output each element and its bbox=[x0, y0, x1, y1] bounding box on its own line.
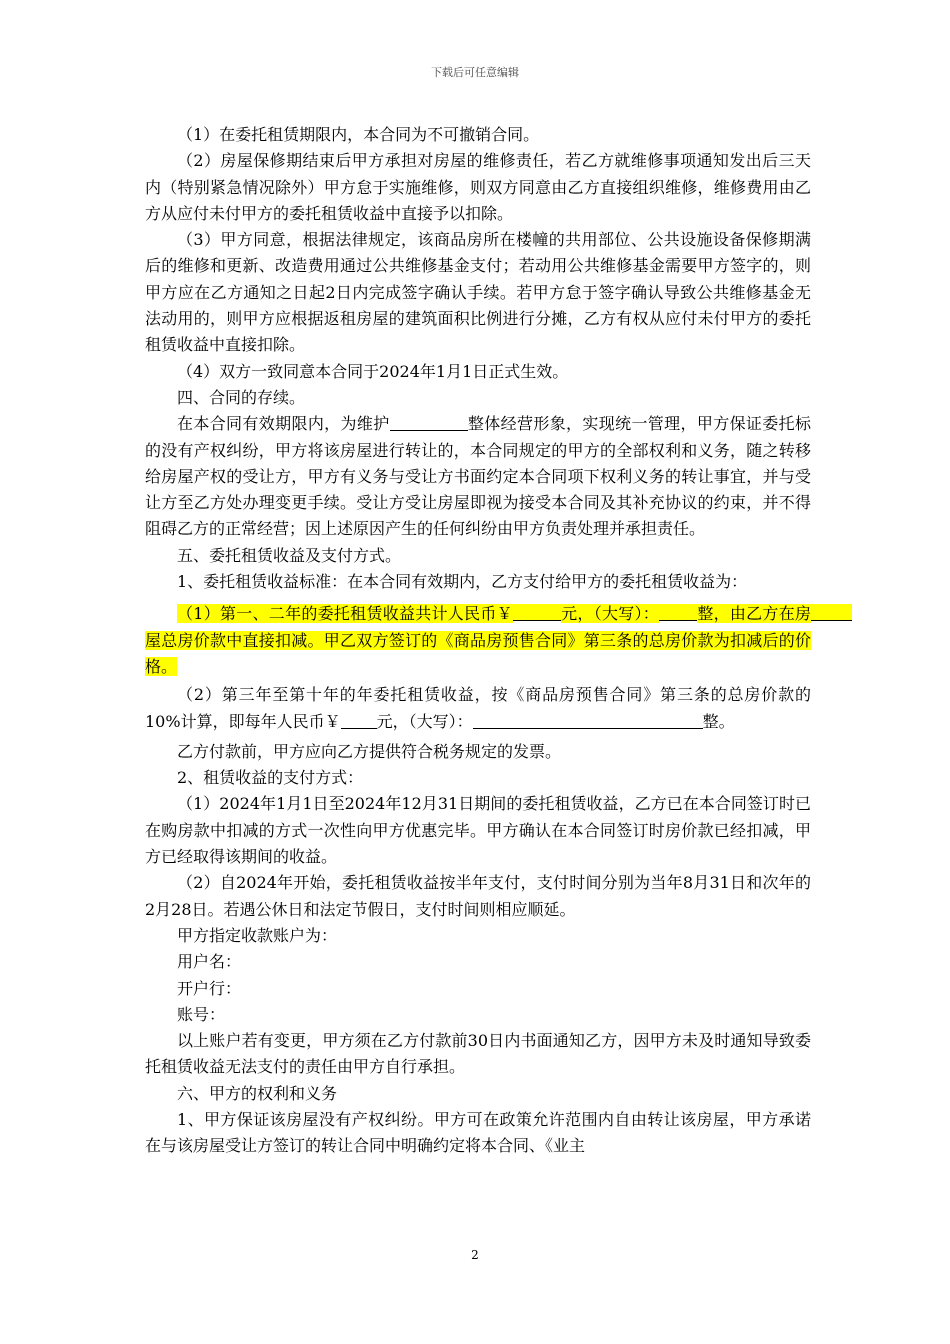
account-bank: 开户行： bbox=[177, 978, 242, 998]
continuity-text-b: 整体经营形象，实现统一管理，甲方保证委托标的没有产权纠纷，甲方将该房屋进行转让的，本合同规定的甲方的全部权利和义务，随之转移给房屋产权的受让方，甲方有义务与受让方书面约定本合同项下权利义务的转让事宜，并与受让方至乙方处办理变更手续。受让方受让房屋即视为接受本合同及其补充协议的约束，并不得阻碍乙方的正常经营；因上述原因产生的任何纠纷由甲方负责处理并承担责任。 bbox=[145, 414, 811, 539]
highlighted-clause bbox=[145, 601, 811, 680]
document-body bbox=[145, 122, 811, 1160]
invoice-clause: 乙方付款前，甲方应向乙方提供符合税务规定的发票。 bbox=[177, 741, 562, 761]
account-username: 用户名： bbox=[177, 952, 242, 972]
party-a-clause-1: 1、甲方保证该房屋没有产权纠纷。甲方可在政策允许范围内自由转让该房屋，甲方承诺在与该房屋受让方签订的转让合同中明确约定将本合同、《业主 bbox=[145, 1109, 811, 1156]
payment-clause-1: （1）2024年1月1日至2024年12月31日期间的委托租赁收益，乙方已在本合同签订时已在购房款中扣减的方式一次性向甲方优惠完毕。甲方确认在本合同签订时房价款已经扣减，甲方已经取得该期间的收益。 bbox=[145, 794, 811, 867]
section-heading-6: 六、甲方的权利和义务 bbox=[177, 1083, 338, 1103]
continuity-text-a: 在本合同有效期限内，为维护 bbox=[177, 414, 390, 434]
page-header: 下载后可任意编辑 bbox=[431, 66, 519, 79]
continuity-paragraph bbox=[145, 411, 811, 542]
annual-amount-blank bbox=[341, 712, 377, 729]
section-heading-4: 四、合同的存续。 bbox=[177, 387, 306, 407]
annual-income-clause bbox=[145, 682, 811, 735]
clause-3: （3）甲方同意，根据法律规定，该商品房所在楼幢的共用部位、公共设施设备保修期满后的维修和更新、改造费用通过公共维修基金支付；若动用公共维修基金需要甲方签字的，则甲方应在乙方通知之日起2日内完成签字确认手续。若甲方怠于签字确认导致公共维修基金无法动用的，则甲方应根据返租房屋的建筑面积比例进行分摊，乙方有权从应付未付甲方的委托租赁收益中直接扣除。 bbox=[145, 230, 811, 355]
highlight-text-b: 元，（大写）： bbox=[560, 604, 660, 624]
account-number: 账号： bbox=[177, 1004, 226, 1024]
clause-4: （4）双方一致同意本合同于2024年1月1日正式生效。 bbox=[177, 361, 569, 381]
income-standard: 1、委托租赁收益标准：在本合同有效期内，乙方支付给甲方的委托租赁收益为： bbox=[177, 572, 748, 592]
annual-words-blank bbox=[473, 712, 703, 729]
section-heading-5: 五、委托租赁收益及支付方式。 bbox=[177, 545, 402, 565]
annual-text-b: 元，（大写）： bbox=[376, 711, 473, 731]
highlight-text-a: （1）第一、二年的委托租赁收益共计人民币￥ bbox=[177, 604, 513, 624]
highlight-text-c: 整，由乙方在房屋总房价款中直接扣减。甲乙双方签订的《商品房预售合同》第三条的总房价款为扣减后的价格。 bbox=[145, 604, 811, 676]
clause-2: （2）房屋保修期结束后甲方承担对房屋的维修责任，若乙方就维修事项通知发出后三天内（特别紧急情况除外）甲方怠于实施维修，则双方同意由乙方直接组织维修，维修费用由乙方从应付未付甲方的委托租赁收益中直接予以扣除。 bbox=[145, 151, 811, 223]
payment-clause-2: （2）自2024年开始，委托租赁收益按半年支付，支付时间分别为当年8月31日和次年的2月28日。若遇公休日和法定节假日，支付时间则相应顺延。 bbox=[145, 873, 811, 919]
account-heading: 甲方指定收款账户为： bbox=[177, 925, 338, 945]
page-number: 2 bbox=[471, 1248, 479, 1262]
blank-line bbox=[390, 414, 468, 431]
amount-blank bbox=[513, 604, 561, 621]
clause-1: （1）在委托租赁期限内，本合同为不可撤销合同。 bbox=[177, 125, 540, 144]
annual-text-c: 整。 bbox=[702, 711, 735, 731]
annual-text-a: （2）第三年至第十年的年委托租赁收益，按《商品房预售合同》第三条的总房价款的10%计算，即每年人民币￥ bbox=[145, 685, 811, 731]
account-change-clause: 以上账户若有变更，甲方须在乙方付款前30日内书面通知乙方，因甲方未及时通知导致委托租赁收益无法支付的责任由甲方自行承担。 bbox=[145, 1031, 811, 1077]
payment-method-heading: 2、租赁收益的支付方式： bbox=[177, 768, 364, 788]
